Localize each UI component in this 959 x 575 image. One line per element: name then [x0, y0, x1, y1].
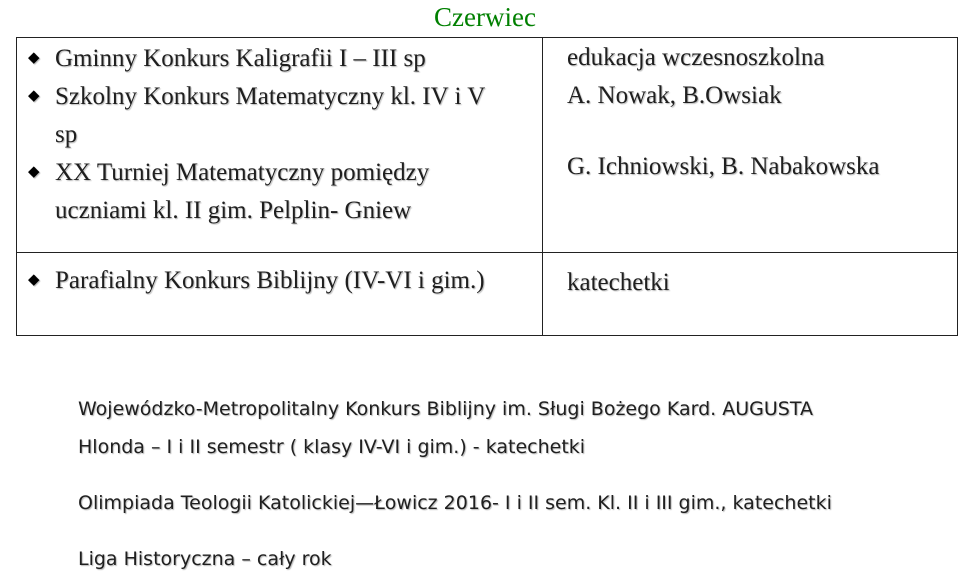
bottom-note: Wojewódzko-Metropolitalny Konkurs Biblijny im. Sługi Bożego Kard. AUGUSTA: [78, 398, 813, 420]
contest-name: Szkolny Konkurs Matematyczny kl. IV i V sp: [55, 83, 485, 148]
table-row: [17, 38, 958, 253]
contest-list-cell: [17, 253, 543, 336]
diamond-bullet-icon: ◆: [28, 50, 40, 66]
contest-name: Gminny Konkurs Kaligrafii I – III sp: [55, 45, 426, 72]
contest-name: XX Turniej Matematyczny pomiędzy uczniami kl. II gim. Pelplin- Gniew: [55, 159, 430, 224]
bottom-note: Olimpiada Teologii Katolickiej—Łowicz 2016- I i II sem. Kl. II i III gim., katechetki: [78, 492, 832, 514]
contest-list-cell: [17, 38, 543, 253]
responsible-teachers: A. Nowak, B.Owsiak: [567, 82, 782, 109]
diamond-bullet-icon: ◆: [28, 164, 40, 180]
table-row: [17, 253, 958, 336]
responsible-group: edukacja wczesnoszkolna: [567, 44, 825, 71]
list-item: [17, 154, 542, 230]
list-item: [17, 78, 542, 154]
bottom-note: Liga Historyczna – cały rok: [78, 548, 332, 570]
responsible-cell: [543, 38, 958, 253]
events-table: [16, 37, 958, 336]
responsible-teachers: G. Ichniowski, B. Nabakowska: [567, 153, 880, 180]
contest-list: [17, 253, 542, 300]
list-item: [17, 262, 542, 300]
month-heading: Czerwiec: [434, 2, 536, 32]
diamond-bullet-icon: ◆: [28, 88, 40, 104]
contest-list: [17, 38, 542, 230]
diamond-bullet-icon: ◆: [28, 272, 40, 288]
responsible-group: katechetki: [567, 269, 670, 296]
list-item: [17, 40, 542, 78]
contest-name: Parafialny Konkurs Biblijny (IV-VI i gim.): [55, 267, 485, 294]
bottom-note: Hlonda – I i II semestr ( klasy IV-VI i gim.) - katechetki: [78, 436, 586, 458]
responsible-cell: [543, 253, 958, 336]
